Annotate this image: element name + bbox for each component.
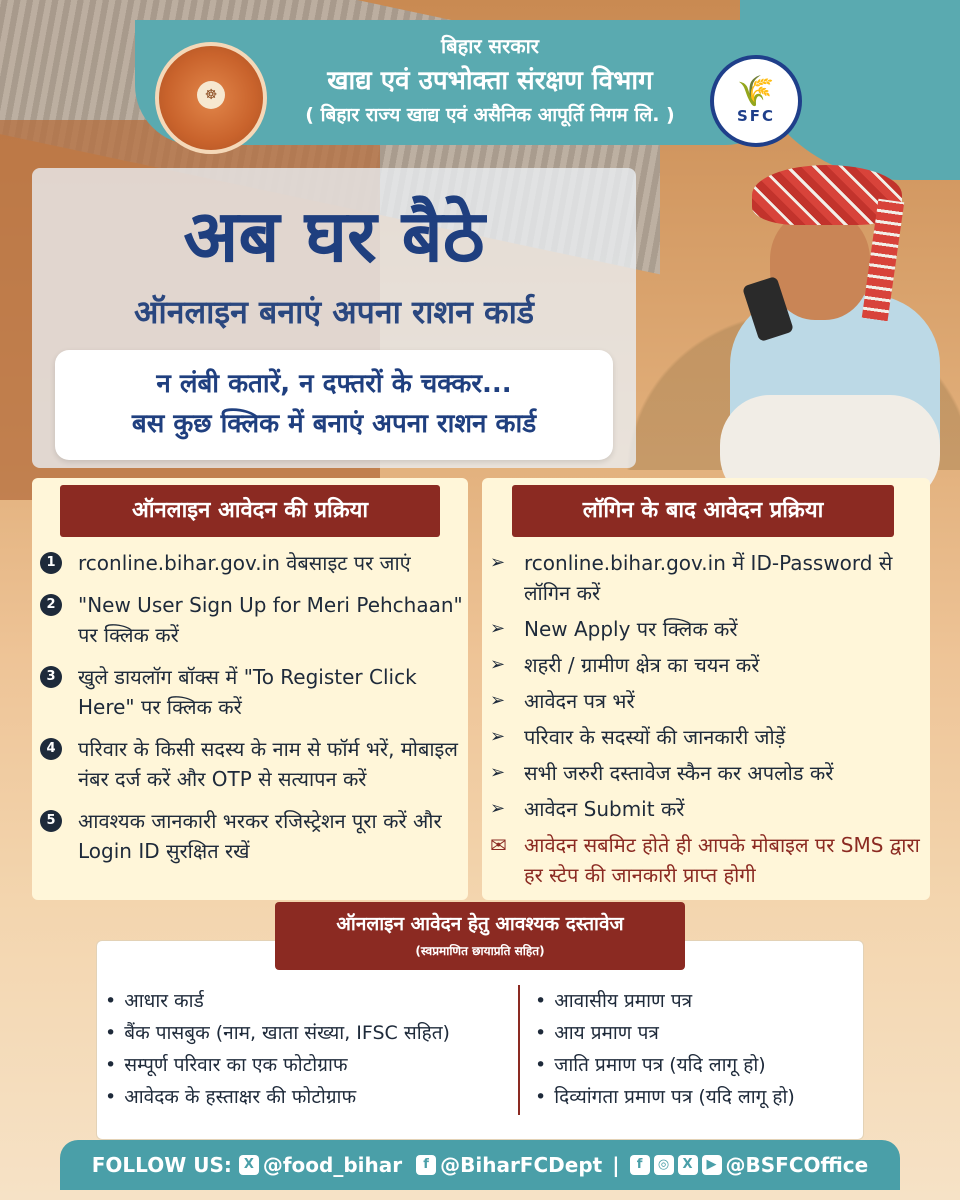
arrow-right-icon: ➢ (490, 552, 506, 573)
x-handle-link[interactable]: @food_bihar (262, 1153, 403, 1177)
step-number-badge: 4 (40, 738, 62, 760)
hero-tagline-line2: बस कुछ क्लिक में बनाएं अपना राशन कार्ड (131, 409, 537, 439)
online-step (40, 734, 465, 794)
follow-us-label: FOLLOW US: (91, 1153, 232, 1177)
arrow-right-icon: ➢ (490, 798, 506, 819)
step-text: rconline.bihar.gov.in में ID-Password से लॉगिन करें (524, 551, 893, 605)
document-item: • आवासीय प्रमाण पत्र (535, 985, 855, 1017)
document-item: • आधार कार्ड (105, 985, 515, 1017)
header-department: खाद्य एवं उपभोक्ता संरक्षण विभाग (327, 66, 653, 96)
step-text: आवेदन Submit करें (524, 797, 685, 821)
facebook-handle-link[interactable]: @BiharFCDept (440, 1153, 603, 1177)
documents-title: ऑनलाइन आवेदन हेतु आवश्यक दस्तावेज (336, 913, 624, 935)
sms-note-text: आवेदन सबमिट होते ही आपके मोबाइल पर SMS द्वारा हर स्टेप की जानकारी प्राप्त होगी (524, 833, 920, 887)
farmer-illustration (730, 165, 960, 485)
step-text: New Apply पर क्लिक करें (524, 617, 738, 641)
sfc-logo-text: SFC (736, 107, 776, 125)
arrow-right-icon: ➢ (490, 654, 506, 675)
after-login-title: लॉगिन के बाद आवेदन प्रक्रिया (512, 485, 894, 537)
document-item: • बैंक पासबुक (नाम, खाता संख्या, IFSC सहित) (105, 1017, 515, 1049)
document-item: • सम्पूर्ण परिवार का एक फोटोग्राफ (105, 1049, 515, 1081)
step-text: परिवार के किसी सदस्य के नाम से फॉर्म भरें, मोबाइल नंबर दर्ज करें और OTP से सत्यापन करें (78, 737, 458, 791)
documents-list-left (105, 985, 515, 1113)
step-number-badge: 2 (40, 594, 62, 616)
header-government: बिहार सरकार (441, 34, 539, 58)
document-item: • आवेदक के हस्ताक्षर की फोटोग्राफ (105, 1081, 515, 1113)
after-login-steps (490, 548, 928, 896)
envelope-icon: ✉ (490, 833, 507, 857)
online-process-steps (40, 548, 465, 878)
department-logo (155, 42, 267, 154)
after-login-step (490, 614, 928, 644)
step-text: rconline.bihar.gov.in वेबसाइट पर जाएं (78, 551, 411, 575)
after-login-step (490, 686, 928, 716)
after-login-step (490, 758, 928, 788)
step-text: आवेदन पत्र भरें (524, 689, 635, 713)
hero-tagline-line1: न लंबी कतारें, न दफ्तरों के चक्कर... (156, 369, 512, 399)
facebook-icon[interactable]: f (416, 1155, 436, 1175)
after-login-step (490, 794, 928, 824)
document-item: • आय प्रमाण पत्र (535, 1017, 855, 1049)
step-text: सभी जरुरी दस्तावेज स्कैन कर अपलोड करें (524, 761, 834, 785)
state-emblem-icon: ☸ (197, 81, 225, 109)
documents-title-tag (275, 902, 685, 970)
online-step (40, 806, 465, 866)
arrow-right-icon: ➢ (490, 690, 506, 711)
hero-tagline-box (55, 350, 613, 460)
step-text: "New User Sign Up for Meri Pehchaan" पर क्लिक करें (78, 593, 463, 647)
documents-list-right (535, 985, 855, 1113)
step-text: खुले डायलॉग बॉक्स में "To Register Click Here" पर क्लिक करें (78, 665, 417, 719)
x-icon[interactable]: X (239, 1155, 259, 1175)
arrow-right-icon: ➢ (490, 762, 506, 783)
online-step (40, 548, 465, 578)
bsfc-handle-link[interactable]: @BSFCOffice (725, 1153, 869, 1177)
online-step (40, 662, 465, 722)
step-text: आवश्यक जानकारी भरकर रजिस्ट्रेशन पूरा करें और Login ID सुरक्षित रखें (78, 809, 442, 863)
after-login-step (490, 650, 928, 680)
step-number-badge: 1 (40, 552, 62, 574)
step-text: शहरी / ग्रामीण क्षेत्र का चयन करें (524, 653, 760, 677)
online-process-title: ऑनलाइन आवेदन की प्रक्रिया (60, 485, 440, 537)
step-number-badge: 5 (40, 810, 62, 832)
document-item: • दिव्यांगता प्रमाण पत्र (यदि लागू हो) (535, 1081, 855, 1113)
footer-social-bar (60, 1140, 900, 1190)
instagram-icon[interactable]: ◎ (654, 1155, 674, 1175)
hero-title: अब घर बैठे (183, 194, 485, 278)
youtube-icon[interactable]: ▶ (702, 1155, 722, 1175)
online-step (40, 590, 465, 650)
sms-note (490, 830, 928, 890)
step-number-badge: 3 (40, 666, 62, 688)
x-icon[interactable]: X (678, 1155, 698, 1175)
footer-separator: | (612, 1153, 620, 1177)
arrow-right-icon: ➢ (490, 618, 506, 639)
sfc-logo (710, 55, 802, 147)
step-text: परिवार के सदस्यों की जानकारी जोड़ें (524, 725, 786, 749)
header-text (280, 32, 700, 127)
wheat-icon: 🌾 (737, 74, 775, 109)
hero-subtitle: ऑनलाइन बनाएं अपना राशन कार्ड (133, 293, 535, 331)
documents-subtitle: (स्वप्रमाणित छायाप्रति सहित) (415, 944, 545, 958)
after-login-step (490, 548, 928, 608)
header-corporation: ( बिहार राज्य खाद्य एवं असैनिक आपूर्ति निगम लि. ) (305, 104, 675, 126)
after-login-step (490, 722, 928, 752)
facebook-icon[interactable]: f (630, 1155, 650, 1175)
documents-divider (518, 985, 520, 1115)
arrow-right-icon: ➢ (490, 726, 506, 747)
document-item: • जाति प्रमाण पत्र (यदि लागू हो) (535, 1049, 855, 1081)
